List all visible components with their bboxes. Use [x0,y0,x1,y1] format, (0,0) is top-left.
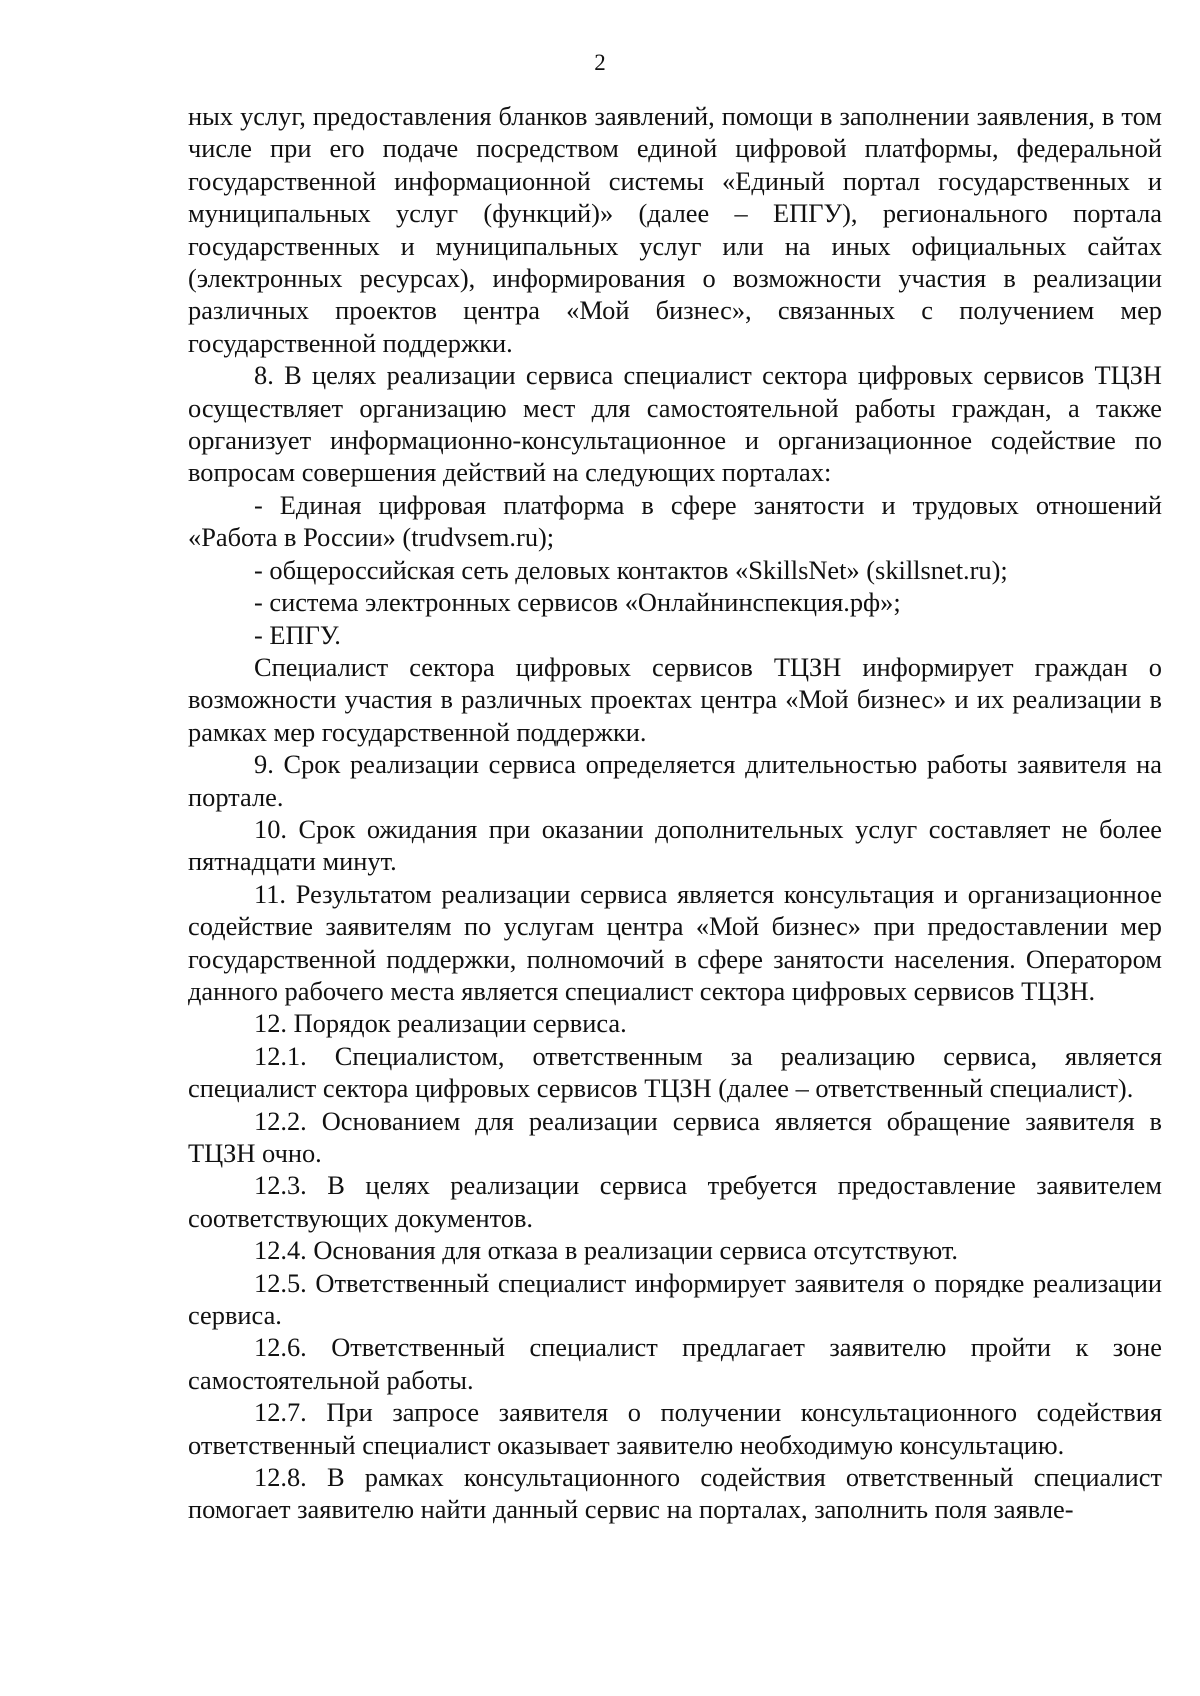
paragraph-item-12-1: 12.1. Специалистом, ответственным за реализацию сервиса, является специалист сектора цифровых сервисов ТЦЗН (далее – ответственный специалист). [188,1040,1162,1104]
document-body [188,100,1162,1526]
paragraph-item-9: 9. Срок реализации сервиса определяется длительностью работы заявителя на портале. [188,749,1162,812]
paragraph-item-10: 10. Срок ожидания при оказании дополнительных услуг составляет не более пятнадцати минут. [188,813,1162,877]
paragraph-item-12-5: 12.5. Ответственный специалист информирует заявителя о порядке реализации сервиса. [188,1267,1162,1331]
paragraph-item-12-8: 12.8. В рамках консультационного содействия ответственный специалист помогает заявителю найти данный сервис на порталах, заполнить поля заявле- [188,1462,1162,1525]
list-item-trudvsem: - Единая цифровая платформа в сфере занятости и трудовых отношений «Работа в России» (trudvsem.ru); [188,489,1162,553]
paragraph-item-12-4: 12.4. Основания для отказа в реализации сервиса отсутствуют. [254,1235,959,1266]
paragraph-item-11: 11. Результатом реализации сервиса является консультация и организационное содействие заявителям по услугам центра «Мой бизнес» при предоставлении мер государственной поддержки, полномочий в сфере занятости населения. Оператором данного рабочего места является специалист сектора цифровых сервисов ТЦЗН. [188,878,1162,1006]
paragraph-item-12-3: 12.3. В целях реализации сервиса требуется предоставление заявителем соответствующих документов. [188,1170,1162,1233]
paragraph-informing: Специалист сектора цифровых сервисов ТЦЗН информирует граждан о возможности участия в различных проектах центра «Мой бизнес» и их реализации в рамках мер государственной поддержки. [188,651,1162,747]
paragraph-item-12-2: 12.2. Основанием для реализации сервиса является обращение заявителя в ТЦЗН очно. [188,1105,1162,1168]
paragraph-item-12: 12. Порядок реализации сервиса. [254,1008,627,1039]
paragraph-item-12-6: 12.6. Ответственный специалист предлагает заявителю пройти к зоне самостоятельной работы. [188,1332,1162,1395]
paragraph-item-12-7: 12.7. При запросе заявителя о получении консультационного содействия ответственный специалист оказывает заявителю необходимую консультацию. [188,1397,1162,1460]
paragraph-item-8: 8. В целях реализации сервиса специалист сектора цифровых сервисов ТЦЗН осуществляет организацию мест для самостоятельной работы граждан, а также организует информационно-консультационное и организационное содействие по вопросам совершения действий на следующих порталах: [188,360,1162,488]
paragraph-continuation: ных услуг, предоставления бланков заявлений, помощи в заполнении заявления, в том числе при его подаче посредством единой цифровой платформы, федеральной государственной информационной системы «Единый портал государственных и муниципальных услуг (функций)» (далее – ЕПГУ), регионального портала государственных и муниципальных услуг или на иных официальных сайтах (электронных ресурсах), информирования о возможности участия в реализации различных проектов центра «Мой бизнес», связанных с получением мер государственной поддержки. [188,101,1162,358]
list-item-epgu: - ЕПГУ. [254,619,341,650]
list-item-onlineinspection: - система электронных сервисов «Онлайнинспекция.рф»; [254,587,901,618]
list-item-skillsnet: - общероссийская сеть деловых контактов «SkillsNet» (skillsnet.ru); [254,554,1008,585]
page-number: 2 [594,50,606,75]
